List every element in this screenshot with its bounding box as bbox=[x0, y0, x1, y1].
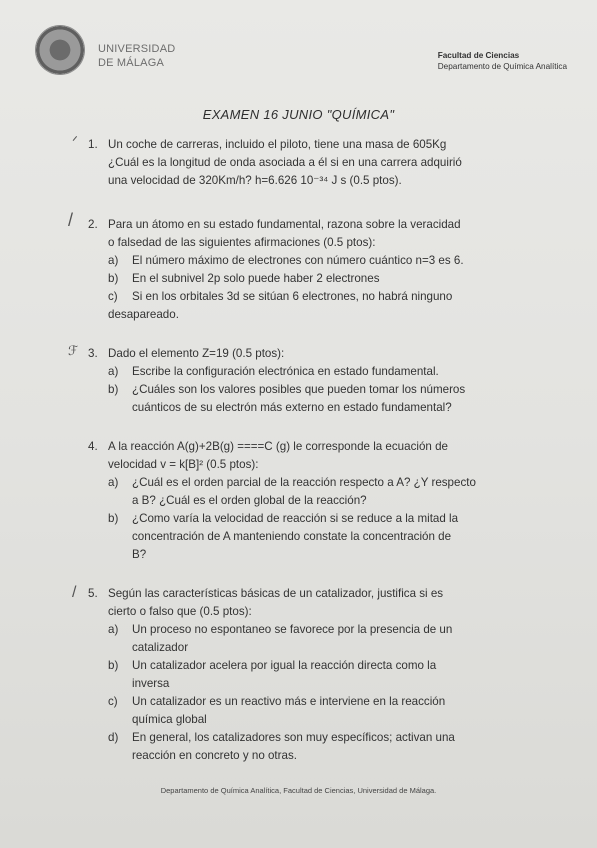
question-2-option-b: b) En el subnivel 2p solo puede haber 2 electrones bbox=[108, 272, 380, 285]
margin-mark: / bbox=[72, 584, 77, 601]
question-1: 1. Un coche de carreras, incluido el piloto, tiene una masa de 605Kg ¿Cuál es la longitud de onda asociada a él si en una carrera adquirió una velocidad de 320Km/h? h=6.626 10⁻³⁴ J s (0.5 ptos). bbox=[88, 138, 462, 187]
margin-mark: / bbox=[68, 210, 74, 230]
university-seal-icon bbox=[36, 26, 84, 74]
question-2-option-c: c) Si en los orbitales 3d se sitúan 6 electrones, no habrá ninguno bbox=[108, 290, 453, 303]
question-5-option-d: d) En general, los catalizadores son muy específicos; activan una reacción en concreto y no otras. bbox=[108, 731, 455, 762]
question-3-option-b: b) ¿Cuáles son los valores posibles que pueden tomar los números cuánticos de su electrón más externo en estado fundamental? bbox=[108, 383, 466, 414]
margin-mark: ℱ bbox=[68, 343, 79, 358]
question-2: 2. Para un átomo en su estado fundamental, razona sobre la veracidad o falsedad de las siguientes afirmaciones (0.5 ptos): a) El número máximo de electrones con número cuántico n=3 es 6. b) En el subnivel 2p solo puede haber 2 electrones c) Si en los orbitales 3d se sitúan 6 electrones, no habrá ninguno desapareado. bbox=[88, 216, 518, 324]
question-2-option-a: a) El número máximo de electrones con número cuántico n=3 es 6. bbox=[108, 254, 464, 267]
question-4-option-a: a) ¿Cuál es el orden parcial de la reacción respecto a A? ¿Y respecto a B? ¿Cuál es el orden global de la reacción? bbox=[108, 476, 476, 507]
margin-mark: ᐟ bbox=[72, 133, 78, 149]
university-name: UNIVERSIDAD DE MÁLAGA bbox=[98, 43, 176, 69]
question-4: 4. A la reacción A(g)+2B(g) ====C (g) le corresponde la ecuación de velocidad v = k[B]² (0.5 ptos): a) ¿Cuál es el orden parcial de la reacción respecto a A? ¿Y respecto a B? ¿Cuál es el orden global de la reacción? b) ¿Como varía la velocidad de reacción si se reduce a la mitad la concentración de A manteniendo constate la concentración de B? bbox=[88, 438, 518, 564]
question-5: 5. Según las características básicas de un catalizador, justifica si es cierto o falso que (0.5 ptos): a) Un proceso no espontaneo se favorece por la presencia de un catalizador b) Un catalizador acelera por igual la reacción directa como la inversa c) Un catalizador es un reactivo más e interviene en la reacción química global d) En general, los catalizadores son muy específicos; activan una reacción en concreto y no otras. bbox=[88, 585, 518, 765]
question-3: 3. Dado el elemento Z=19 (0.5 ptos): a) Escribe la configuración electrónica en estado fundamental. b) ¿Cuáles son los valores posibles que pueden tomar los números cuánticos de su electrón más externo en estado fundamental? bbox=[88, 345, 518, 417]
question-3-option-a: a) Escribe la configuración electrónica en estado fundamental. bbox=[108, 365, 439, 378]
question-5-option-b: b) Un catalizador acelera por igual la reacción directa como la inversa bbox=[108, 659, 437, 690]
question-5-option-a: a) Un proceso no espontaneo se favorece por la presencia de un catalizador bbox=[108, 623, 453, 654]
exam-title: EXAMEN 16 JUNIO "QUÍMICA" bbox=[202, 107, 395, 122]
page-header bbox=[32, 22, 579, 82]
question-4-option-b: b) ¿Como varía la velocidad de reacción si se reduce a la mitad la concentración de A manteniendo constate la concentración de B? bbox=[108, 512, 459, 561]
question-5-option-c: c) Un catalizador es un reactivo más e interviene en la reacción química global bbox=[108, 695, 446, 726]
page-footer: Departamento de Química Analítica, Facultad de Ciencias, Universidad de Málaga. bbox=[160, 786, 437, 795]
faculty-block: Facultad de Ciencias Departamento de Química Analítica bbox=[437, 51, 567, 71]
